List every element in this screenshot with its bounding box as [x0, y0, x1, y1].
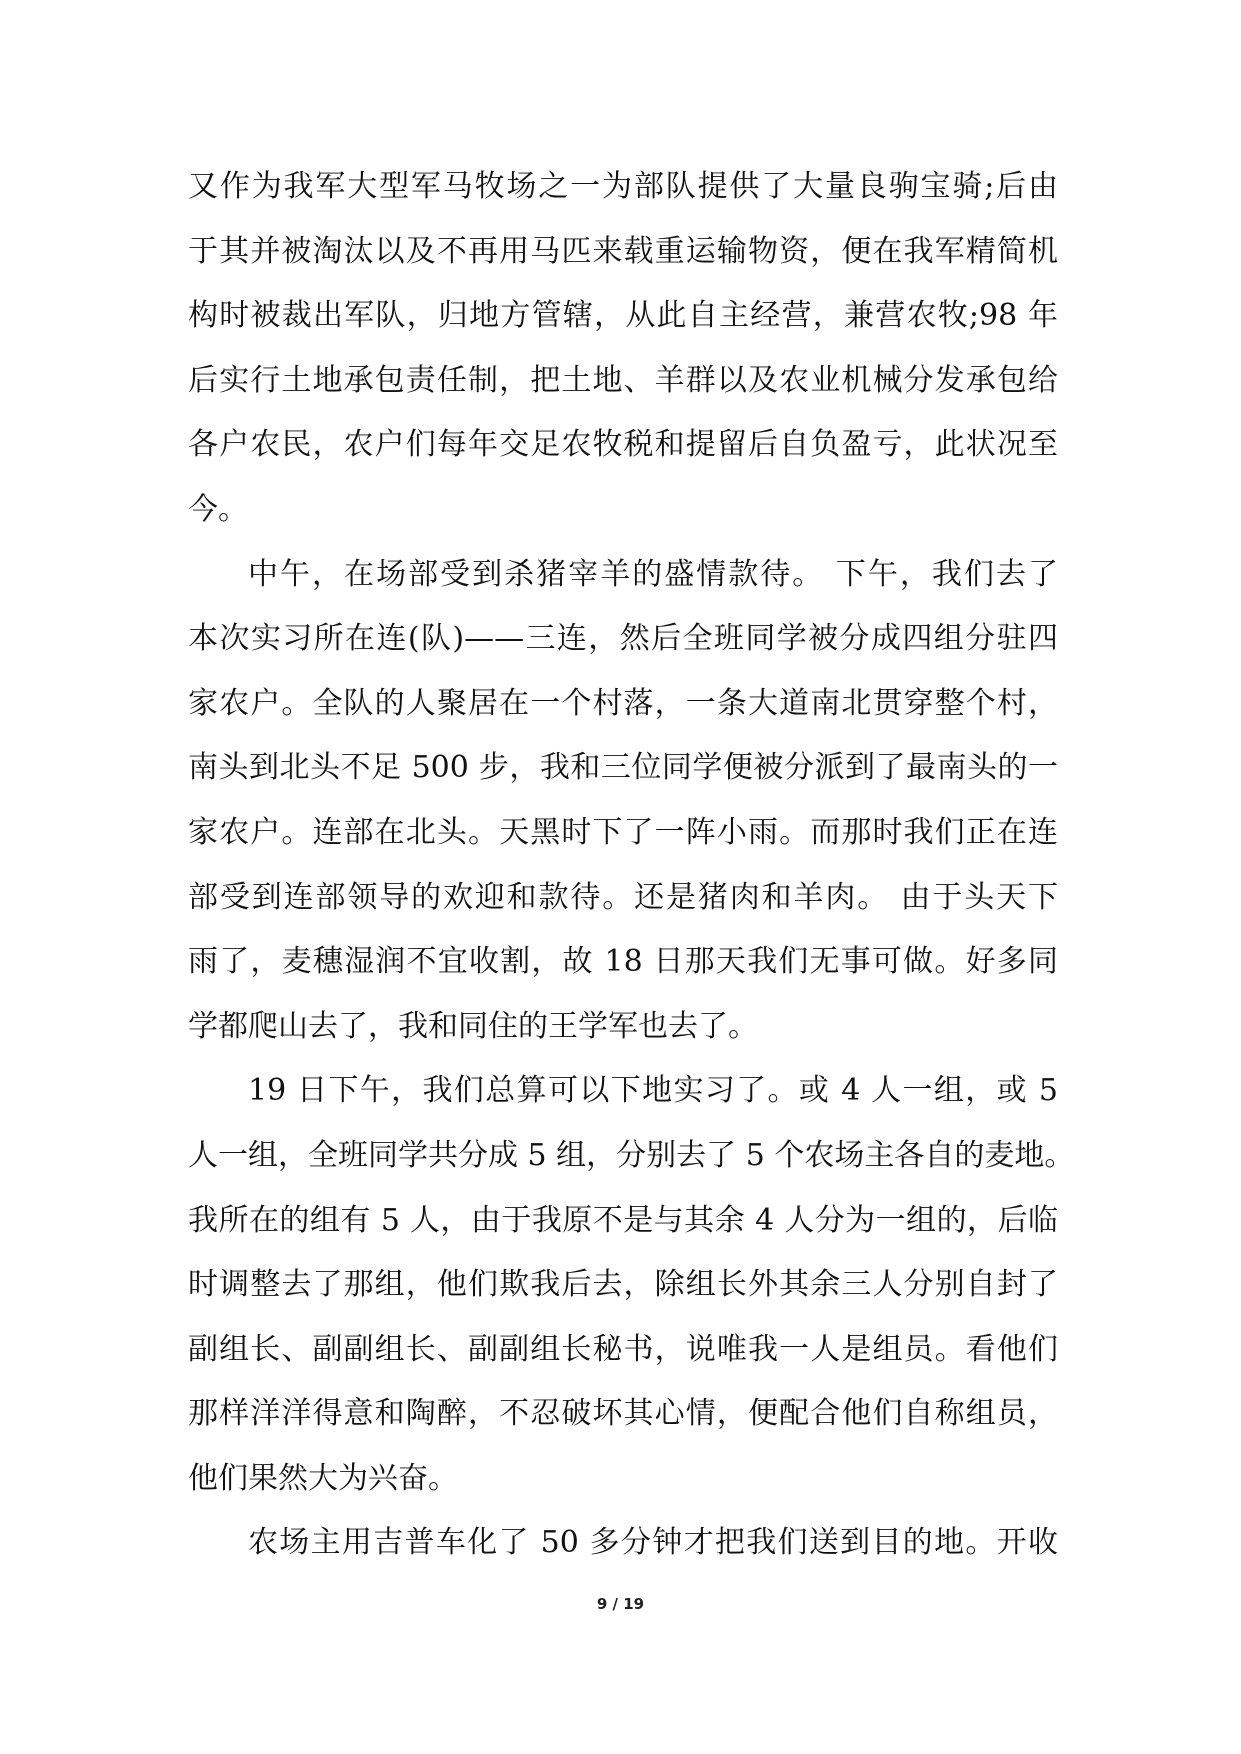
text-line: 人一组，全班同学共分成 5 组，分别去了 5 个农场主各自的麦地。 — [188, 1137, 1075, 1173]
text-line: 那样洋洋得意和陶醉，不忍破坏其心情，便配合他们自称组员， — [188, 1396, 1058, 1432]
paragraph — [188, 543, 1058, 1060]
text-line: 他们果然大为兴奋。 — [188, 1460, 458, 1496]
text-line: 学都爬山去了，我和同住的王学军也去了。 — [188, 1008, 758, 1044]
text-line: 部受到连部领导的欢迎和款待。还是猪肉和羊肉。 由于头天下 — [188, 879, 1058, 915]
text-line: 副组长、副副组长、副副组长秘书，说唯我一人是组员。看他们 — [188, 1331, 1058, 1367]
text-line: 时调整去了那组，他们欺我后去，除组长外其余三人分别自封了 — [188, 1267, 1058, 1303]
paragraph — [188, 1511, 1058, 1576]
text-line: 家农户。连部在北头。天黑时下了一阵小雨。而那时我们正在连 — [188, 814, 1058, 850]
text-line: 中午，在场部受到杀猪宰羊的盛情款待。 下午，我们去了 — [248, 556, 1058, 592]
page-number: 9 / 19 — [596, 1595, 645, 1613]
text-line: 本次实习所在连(队)——三连，然后全班同学被分成四组分驻四 — [188, 621, 1058, 657]
text-line: 构时被裁出军队，归地方管辖，从此自主经营，兼营农牧;98 年 — [188, 298, 1058, 334]
document-body — [188, 155, 1075, 1576]
text-line: 又作为我军大型军马牧场之一为部队提供了大量良驹宝骑;后由 — [188, 169, 1058, 204]
text-line: 各户农民，农户们每年交足农牧税和提留后自负盈亏，此状况至 — [188, 427, 1058, 463]
text-line: 雨了，麦穗湿润不宜收割，故 18 日那天我们无事可做。好多同 — [188, 944, 1058, 980]
text-line: 19 日下午，我们总算可以下地实习了。或 4 人一组，或 5 — [248, 1073, 1058, 1109]
text-line: 后实行土地承包责任制，把土地、羊群以及农业机械分发承包给 — [188, 362, 1058, 398]
text-line: 南头到北头不足 500 步，我和三位同学便被分派到了最南头的一 — [188, 750, 1058, 786]
text-line: 农场主用吉普车化了 50 多分钟才把我们送到目的地。开收 — [248, 1525, 1058, 1561]
paragraph — [188, 155, 1058, 543]
text-line: 家农户。全队的人聚居在一个村落，一条大道南北贯穿整个村， — [188, 685, 1058, 721]
paragraph — [188, 1059, 1075, 1511]
text-line: 今。 — [188, 491, 248, 527]
text-line: 于其并被淘汰以及不再用马匹来载重运输物资，便在我军精简机 — [188, 233, 1058, 269]
text-line: 我所在的组有 5 人，由于我原不是与其余 4 人分为一组的，后临 — [188, 1202, 1058, 1238]
